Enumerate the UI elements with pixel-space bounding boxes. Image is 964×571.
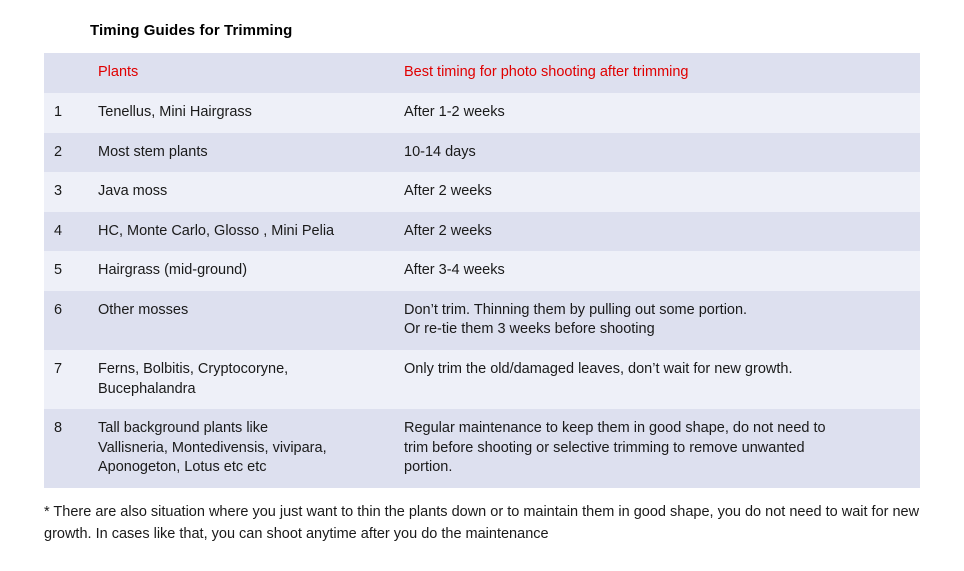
timing-line: Or re-tie them 3 weeks before shooting bbox=[404, 321, 655, 338]
table-row bbox=[44, 409, 920, 488]
plants-line: HC, Monte Carlo, Glosso , Mini Pelia bbox=[98, 222, 335, 239]
page-title: Timing Guides for Trimming bbox=[90, 22, 293, 39]
timing-line: Don’t trim. Thinning them by pulling out some portion. bbox=[404, 301, 748, 318]
plants-line: Bucephalandra bbox=[98, 380, 196, 397]
row-timing bbox=[394, 133, 920, 173]
plants-line: Ferns, Bolbitis, Cryptocoryne, bbox=[98, 360, 289, 377]
row-plants bbox=[88, 212, 394, 252]
table-row bbox=[44, 291, 920, 350]
table-header-row bbox=[44, 53, 920, 93]
row-timing bbox=[394, 93, 920, 133]
column-header-number bbox=[44, 53, 88, 93]
row-number: 2 bbox=[44, 133, 88, 173]
table-row bbox=[44, 350, 920, 409]
timing-line: After 2 weeks bbox=[404, 183, 492, 200]
row-timing bbox=[394, 350, 920, 409]
table-header bbox=[44, 53, 920, 93]
table-row bbox=[44, 251, 920, 291]
footnote-text: * There are also situation where you just want to thin the plants down or to maintain them in good shape, you do not need to wait for new growth. In cases like that, you can shoot anytime after you do the maintenance bbox=[44, 503, 920, 542]
column-header-plants: Plants bbox=[88, 53, 394, 93]
plants-line: Java moss bbox=[98, 183, 168, 200]
timing-guides-table bbox=[44, 53, 920, 488]
row-plants bbox=[88, 350, 394, 409]
plants-line: Tall background plants like bbox=[98, 420, 269, 437]
table-row bbox=[44, 133, 920, 173]
row-plants bbox=[88, 172, 394, 212]
row-timing bbox=[394, 291, 920, 350]
row-number: 1 bbox=[44, 93, 88, 133]
row-timing bbox=[394, 409, 920, 488]
plants-line: Vallisneria, Montedivensis, vivipara, bbox=[98, 439, 327, 456]
timing-line: After 2 weeks bbox=[404, 222, 492, 239]
timing-line: After 3-4 weeks bbox=[404, 262, 505, 279]
plants-line: Most stem plants bbox=[98, 143, 208, 160]
row-number: 7 bbox=[44, 350, 88, 409]
column-header-timing: Best timing for photo shooting after trimming bbox=[394, 53, 920, 93]
row-number: 3 bbox=[44, 172, 88, 212]
table-row bbox=[44, 212, 920, 252]
timing-line: trim before shooting or selective trimming to remove unwanted bbox=[404, 439, 805, 456]
row-number: 4 bbox=[44, 212, 88, 252]
plants-line: Hairgrass (mid-ground) bbox=[98, 262, 248, 279]
plants-line: Other mosses bbox=[98, 301, 189, 318]
row-number: 5 bbox=[44, 251, 88, 291]
table-row bbox=[44, 93, 920, 133]
timing-line: portion. bbox=[404, 459, 453, 476]
timing-line: After 1-2 weeks bbox=[404, 104, 505, 120]
table-body bbox=[44, 93, 920, 488]
timing-line: Regular maintenance to keep them in good shape, do not need to bbox=[404, 420, 826, 437]
table-row bbox=[44, 172, 920, 212]
row-plants bbox=[88, 409, 394, 488]
row-plants bbox=[88, 93, 394, 133]
plants-line: Tenellus, Mini Hairgrass bbox=[98, 104, 252, 120]
row-timing bbox=[394, 172, 920, 212]
row-plants bbox=[88, 251, 394, 291]
row-timing bbox=[394, 251, 920, 291]
plants-line: Aponogeton, Lotus etc etc bbox=[98, 459, 267, 476]
row-plants bbox=[88, 291, 394, 350]
timing-line: Only trim the old/damaged leaves, don’t wait for new growth. bbox=[404, 360, 793, 377]
row-number: 6 bbox=[44, 291, 88, 350]
row-plants bbox=[88, 133, 394, 173]
row-timing bbox=[394, 212, 920, 252]
timing-line: 10-14 days bbox=[404, 143, 476, 160]
row-number: 8 bbox=[44, 409, 88, 488]
